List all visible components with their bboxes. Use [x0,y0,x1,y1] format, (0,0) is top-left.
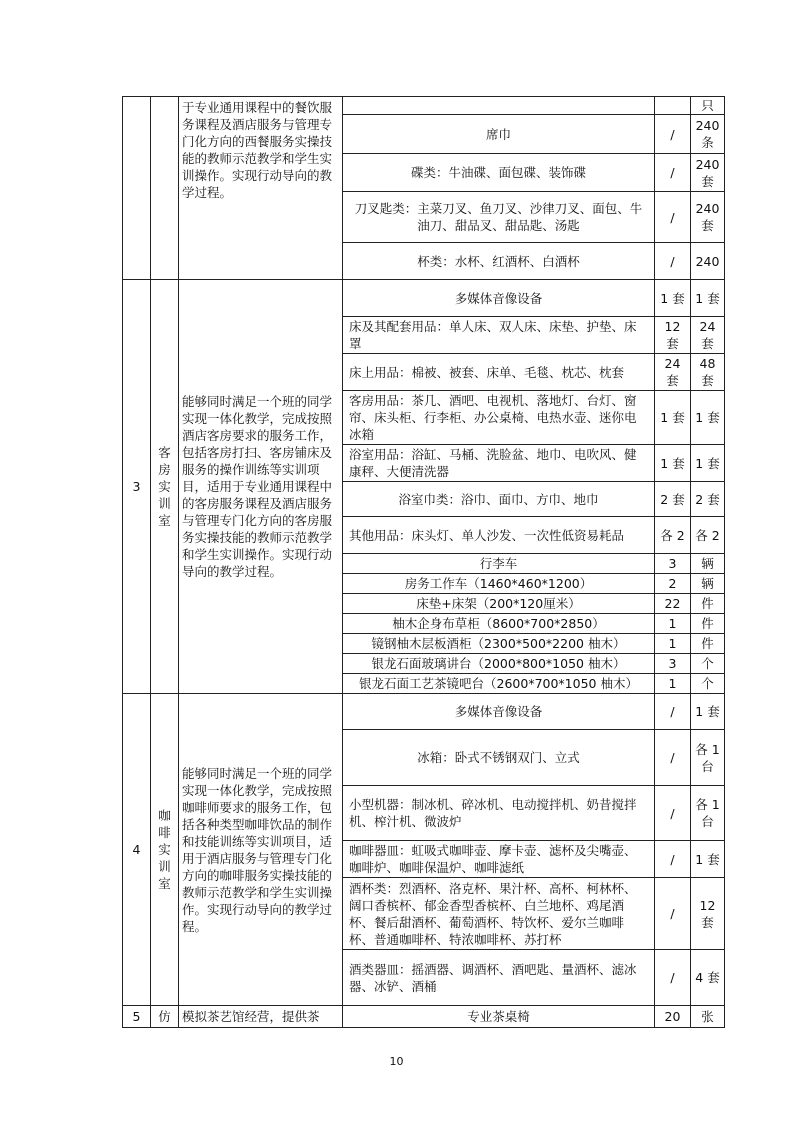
equipment-item: 行李车 [343,554,655,574]
equipment-unit: 240 [691,243,725,280]
room-description: 模拟茶艺馆经营，提供茶 [179,1006,343,1028]
equipment-unit: 只 [691,97,725,115]
equipment-quantity: / [655,841,691,878]
room-number: 5 [123,1006,151,1028]
equipment-item: 镜钢柚木层板酒柜（2300*500*2200 柚木） [343,634,655,654]
equipment-unit: 1 套 [691,694,725,730]
page-number: 10 [389,1055,404,1068]
equipment-unit: 件 [691,614,725,634]
equipment-item: 床垫+床架（200*120厘米） [343,594,655,614]
equipment-quantity: 1 [655,614,691,634]
room-description: 能够同时满足一个班的同学实现一体化教学，完成按照咖啡师要求的服务工作，包括各种类型咖啡饮品的制作和技能训练等实训项目，适用于酒店服务与管理专门化方向的咖啡服务实操技能的教师示范教学和学生实训操作。实现行动导向的教学过程。 [179,694,343,1006]
equipment-table [122,96,725,1028]
room-name: 咖啡实训室 [151,694,179,1006]
equipment-item: 浴室巾类：浴巾、面巾、方巾、地巾 [343,482,655,517]
equipment-item: 杯类：水杯、红酒杯、白酒杯 [343,243,655,280]
equipment-unit: 1 套 [691,841,725,878]
table-row [123,97,725,115]
equipment-unit: 24 套 [691,317,725,354]
equipment-quantity: 1 套 [655,280,691,317]
equipment-item: 客房用品：茶几、酒吧、电视机、落地灯、台灯、窗帘、床头柜、行李柜、办公桌椅、电热水壶、迷你电冰箱 [343,391,655,445]
equipment-unit: 4 套 [691,950,725,1006]
equipment-quantity: 20 [655,1006,691,1028]
equipment-item: 刀叉匙类：主菜刀叉、鱼刀叉、沙律刀叉、面包、牛油刀、甜品叉、甜品匙、汤匙 [343,192,655,243]
room-name: 客房实训室 [151,280,179,694]
equipment-item: 冰箱：卧式不锈钢双门、立式 [343,730,655,786]
room-name: 仿 [151,1006,179,1028]
equipment-item: 专业茶桌椅 [343,1006,655,1028]
equipment-item: 房务工作车（1460*460*1200） [343,574,655,594]
equipment-unit: 各 1 台 [691,786,725,841]
equipment-quantity: 12 套 [655,317,691,354]
equipment-unit: 1 套 [691,445,725,482]
equipment-quantity: 24 套 [655,354,691,391]
equipment-quantity: 3 [655,654,691,674]
equipment-unit: 240 条 [691,115,725,154]
equipment-quantity: / [655,786,691,841]
equipment-unit: 张 [691,1006,725,1028]
equipment-quantity: 2 [655,574,691,594]
equipment-unit: 个 [691,654,725,674]
equipment-item: 小型机器：制冰机、碎冰机、电动搅拌机、奶昔搅拌机、榨汁机、微波炉 [343,786,655,841]
equipment-unit: 辆 [691,554,725,574]
equipment-quantity: 1 套 [655,445,691,482]
equipment-item [343,97,655,115]
equipment-item: 浴室用品：浴缸、马桶、洗脸盆、地巾、电吹风、健康秤、大便清洗器 [343,445,655,482]
equipment-unit: 辆 [691,574,725,594]
equipment-unit: 1 套 [691,391,725,445]
equipment-quantity: 2 套 [655,482,691,517]
equipment-item: 床上用品：棉被、被套、床单、毛毯、枕芯、枕套 [343,354,655,391]
equipment-quantity: / [655,154,691,192]
table-row [123,280,725,317]
table-row [123,1006,725,1028]
equipment-quantity: / [655,192,691,243]
equipment-unit: 2 套 [691,482,725,517]
equipment-item: 柚木企身布草柜（8600*700*2850） [343,614,655,634]
equipment-quantity: 1 套 [655,391,691,445]
equipment-item: 咖啡器皿：虹吸式咖啡壶、摩卡壶、滤杯及尖嘴壶、咖啡炉、咖啡保温炉、咖啡滤纸 [343,841,655,878]
equipment-quantity: / [655,950,691,1006]
room-description: 于专业通用课程中的餐饮服务课程及酒店服务与管理专门化方向的西餐服务实操技能的教师示范教学和学生实训操作。实现行动导向的教学过程。 [179,97,343,280]
equipment-quantity: / [655,243,691,280]
equipment-unit: 1 套 [691,280,725,317]
equipment-item: 碟类：牛油碟、面包碟、装饰碟 [343,154,655,192]
room-number: 3 [123,280,151,694]
equipment-unit: 240 套 [691,192,725,243]
equipment-item: 床及其配套用品：单人床、双人床、床垫、护垫、床罩 [343,317,655,354]
equipment-unit: 各 1 台 [691,730,725,786]
room-name [151,97,179,280]
equipment-unit: 240 套 [691,154,725,192]
equipment-item: 其他用品：床头灯、单人沙发、一次性低资易耗品 [343,517,655,554]
equipment-item: 酒类器皿：摇酒器、调酒杯、酒吧匙、量酒杯、滤冰器、冰铲、酒桶 [343,950,655,1006]
equipment-unit: 件 [691,594,725,614]
equipment-item: 多媒体音像设备 [343,694,655,730]
equipment-quantity: 1 [655,674,691,694]
room-number [123,97,151,280]
equipment-item: 酒杯类：烈酒杯、洛克杯、果汁杯、高杯、柯林杯、阔口香槟杯、郁金香型香槟杯、白兰地杯、鸡尾酒杯、餐后甜酒杯、葡萄酒杯、特饮杯、爱尔兰咖啡杯、普通咖啡杯、特浓咖啡杯、苏打杯 [343,878,655,950]
equipment-quantity: 各 2 [655,517,691,554]
equipment-unit: 48 套 [691,354,725,391]
room-description: 能够同时满足一个班的同学实现一体化教学，完成按照酒店客房要求的服务工作，包括客房打扫、客房铺床及服务的操作训练等实训项目，适用于专业通用课程中的客房服务课程及酒店服务与管理专门化方向的客房服务实操技能的教师示范教学和学生实训操作。实现行动导向的教学过程。 [179,280,343,694]
equipment-quantity: 3 [655,554,691,574]
equipment-quantity: / [655,115,691,154]
equipment-unit: 件 [691,634,725,654]
equipment-item: 席巾 [343,115,655,154]
equipment-unit: 12 套 [691,878,725,950]
equipment-item: 银龙石面工艺茶镜吧台（2600*700*1050 柚木） [343,674,655,694]
equipment-quantity: / [655,878,691,950]
equipment-quantity: 22 [655,594,691,614]
equipment-unit: 个 [691,674,725,694]
equipment-item: 多媒体音像设备 [343,280,655,317]
room-number: 4 [123,694,151,1006]
equipment-quantity [655,97,691,115]
equipment-quantity: 1 [655,634,691,654]
table-row [123,694,725,730]
equipment-quantity: / [655,694,691,730]
equipment-quantity: / [655,730,691,786]
equipment-item: 银龙石面玻璃讲台（2000*800*1050 柚木） [343,654,655,674]
equipment-unit: 各 2 [691,517,725,554]
